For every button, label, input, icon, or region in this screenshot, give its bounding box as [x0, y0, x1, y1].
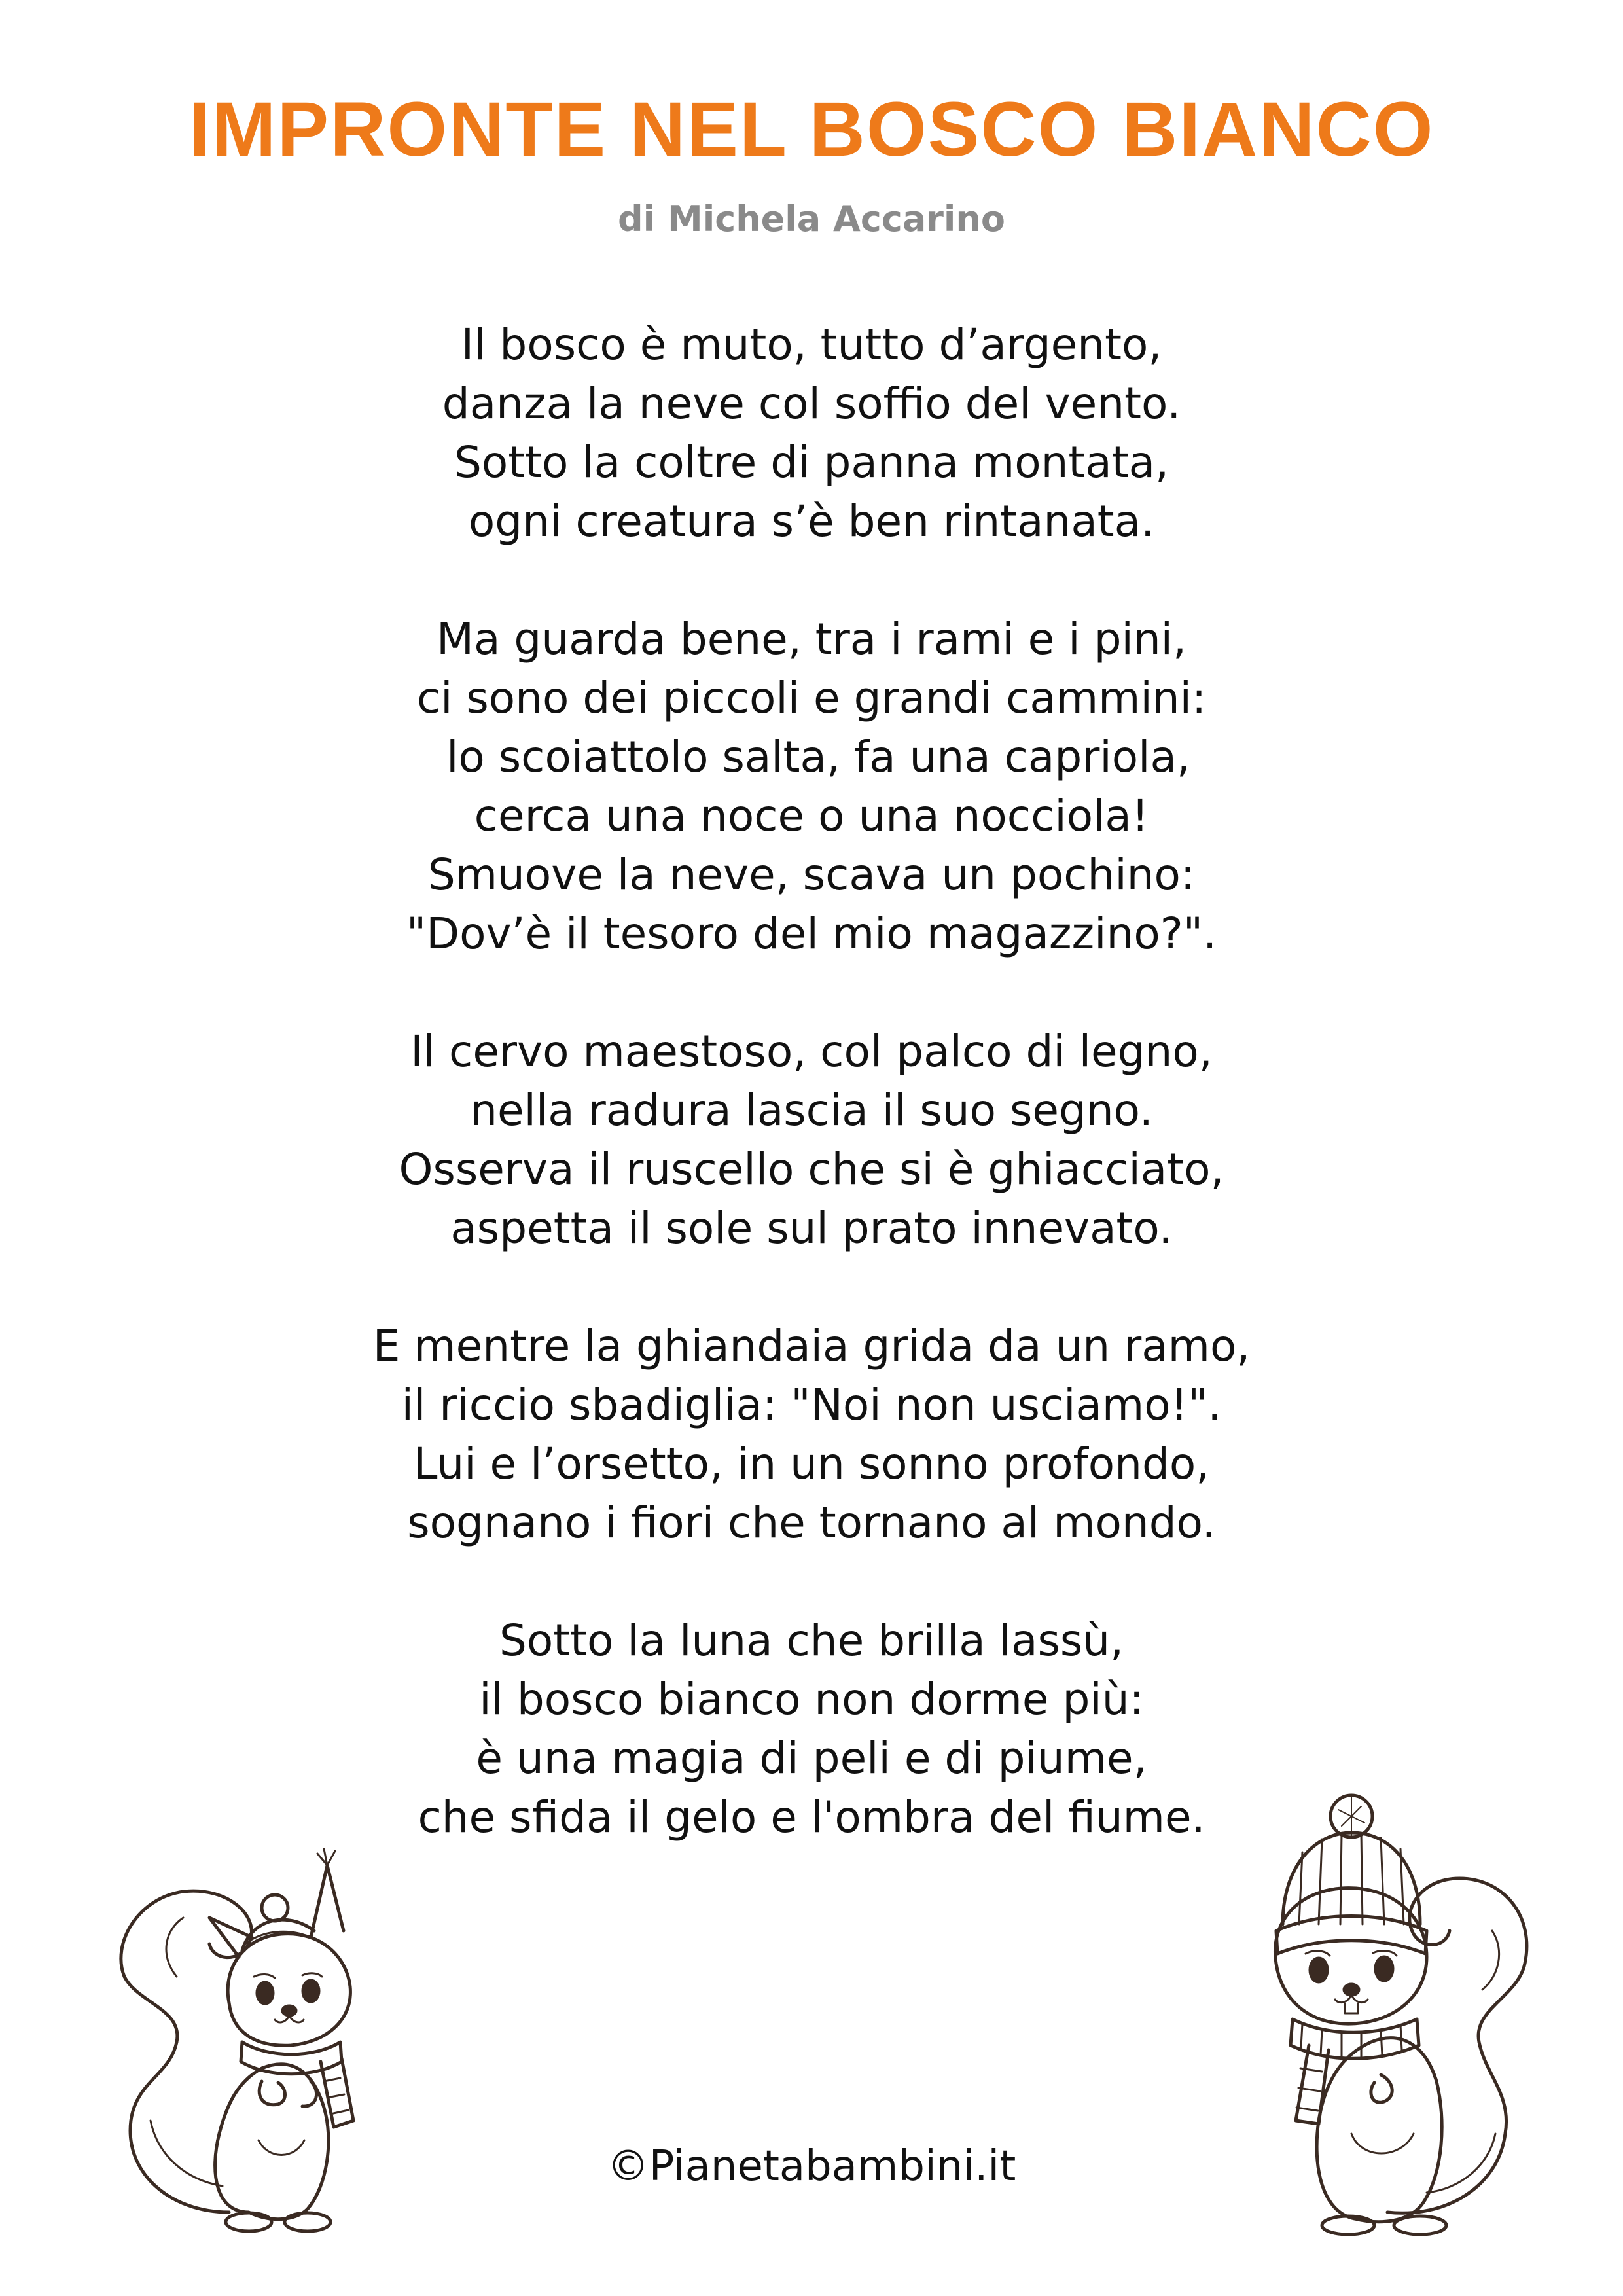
poem-line: E mentre la ghiandaia grida da un ramo,: [372, 1321, 1251, 1371]
stanza: [0, 315, 1623, 551]
poem-line: sognano i fiori che tornano al mondo.: [407, 1498, 1216, 1548]
poem-line: lo scoiattolo salta, fa una capriola,: [433, 732, 1190, 782]
poem-body: [0, 315, 1623, 1906]
poem-line: cerca una noce o una nocciola!: [474, 791, 1149, 841]
poem-title: IMPRONTE NEL BOSCO BIANCO: [188, 86, 1435, 173]
poem-line: aspetta il sole sul prato innevato.: [450, 1203, 1173, 1253]
poem-line: Il cervo maestoso, col palco di legno,: [410, 1026, 1213, 1077]
stanza: [0, 610, 1623, 963]
poem-line: danza la neve col soffio del vento.: [442, 378, 1181, 429]
poem-line: Ma guarda bene, tra i rami e i pini,: [437, 614, 1186, 664]
poem-line: Sotto la luna che brilla lassù,: [499, 1615, 1124, 1666]
stanza: [0, 1317, 1623, 1552]
author-byline: di Michela Accarino: [618, 198, 1005, 240]
poem-line: Smuove la neve, scava un pochino:: [427, 850, 1196, 900]
poem-line: nella radura lascia il suo segno.: [470, 1085, 1153, 1136]
poem-line: il riccio sbadiglia: "Noi non usciamo!".: [401, 1380, 1222, 1430]
stanza: [0, 1022, 1623, 1258]
poem-line: Osserva il ruscello che si è ghiacciato,: [399, 1144, 1224, 1194]
poem-line: il bosco bianco non dorme più:: [479, 1674, 1144, 1725]
poem-line: Lui e l’orsetto, in un sonno profondo,: [413, 1439, 1210, 1489]
poem-line: che sfida il gelo e l'ombra del fiume.: [418, 1792, 1205, 1842]
copyright-footer: ©Pianetabambini.it: [607, 2142, 1016, 2191]
poem-line: "Dov’è il tesoro del mio magazzino?".: [406, 908, 1217, 959]
poem-line: ogni creatura s’è ben rintanata.: [468, 496, 1155, 547]
poem-line: è una magia di peli e di piume,: [476, 1733, 1147, 1784]
poem-line: Il bosco è muto, tutto d’argento,: [461, 319, 1162, 370]
poem-line: Sotto la coltre di panna montata,: [454, 437, 1169, 488]
poem-line: ci sono dei piccoli e grandi cammini:: [416, 673, 1207, 723]
